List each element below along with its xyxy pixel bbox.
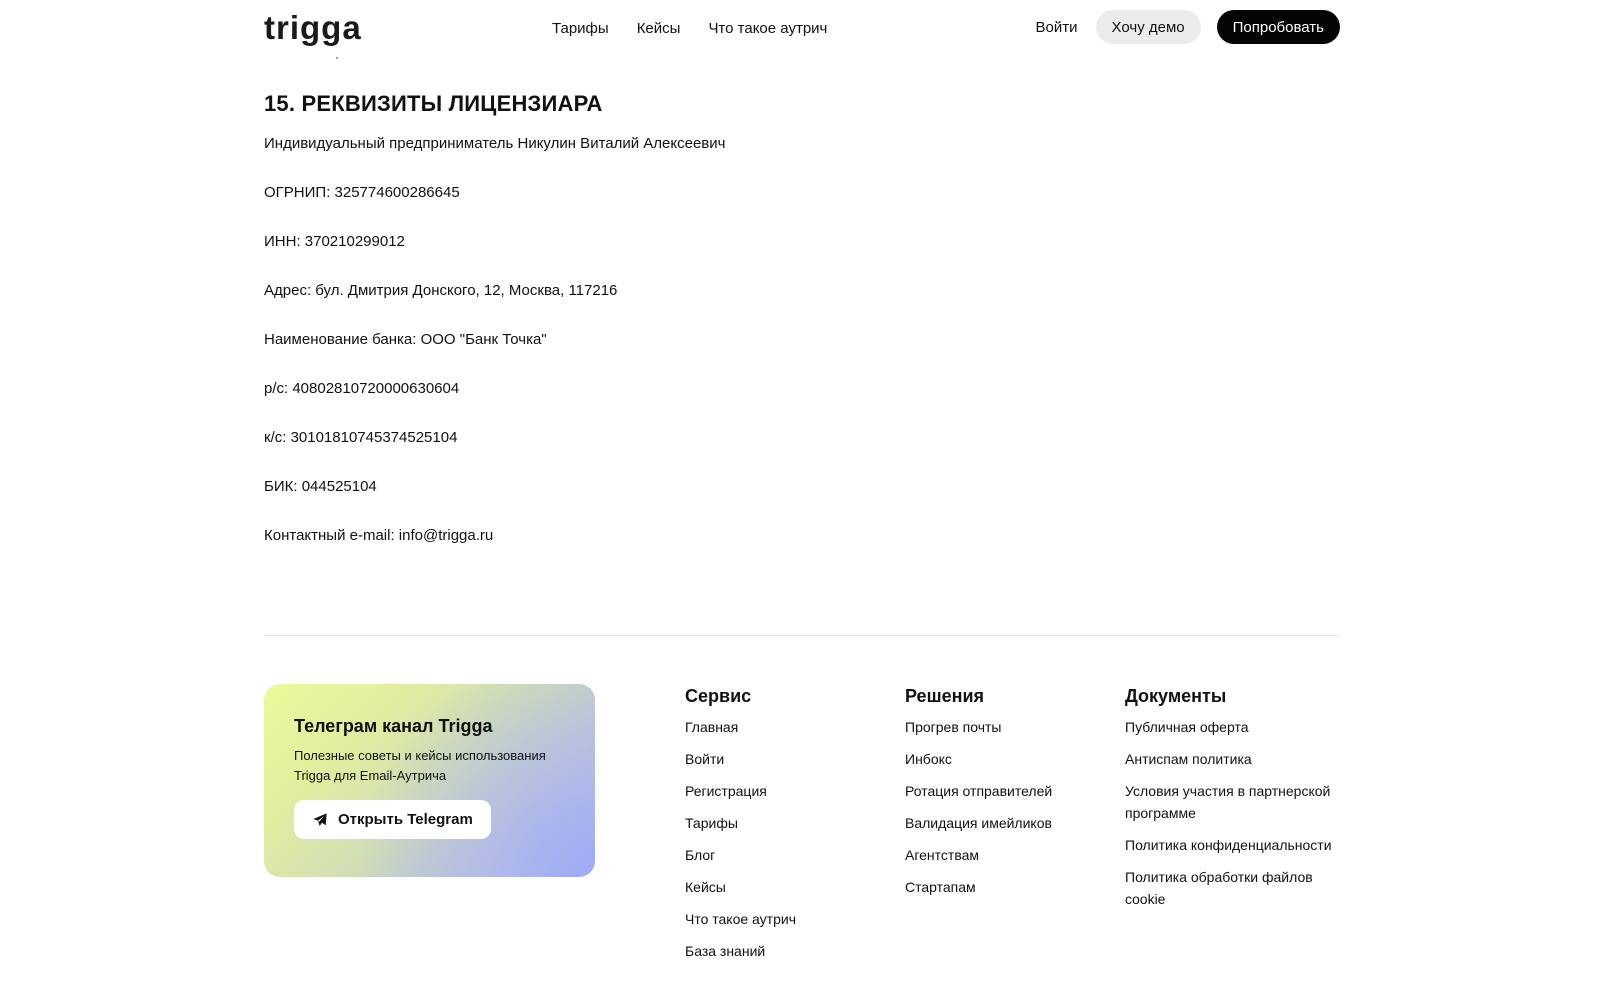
- footer-link-inbox[interactable]: Инбокс: [905, 751, 952, 767]
- requisite-inn: ИНН: 370210299012: [264, 233, 405, 250]
- footer-column-documents: [1125, 684, 1340, 920]
- footer-link-what-is-outreach[interactable]: Что такое аутрич: [685, 911, 796, 927]
- footer-link-cookie-policy[interactable]: Политика обработки файлов cookie: [1125, 869, 1313, 907]
- footer-link-antispam-policy[interactable]: Антиспам политика: [1125, 751, 1252, 767]
- try-button[interactable]: Попробовать: [1217, 10, 1340, 44]
- login-link[interactable]: Войти: [1035, 18, 1078, 36]
- nav-link-cases[interactable]: Кейсы: [636, 20, 681, 37]
- footer-link-email-validation[interactable]: Валидация имейликов: [905, 815, 1052, 831]
- footer-link-home[interactable]: Главная: [685, 719, 739, 735]
- requisite-bank: Наименование банка: ООО "Банк Точка": [264, 331, 547, 348]
- logo[interactable]: trigga: [264, 9, 362, 46]
- requisite-bik: БИК: 044525104: [264, 478, 377, 495]
- footer-link-sender-rotation[interactable]: Ротация отправителей: [905, 783, 1053, 799]
- telegram-plane-icon: [312, 812, 328, 828]
- footer-link-agencies[interactable]: Агентствам: [905, 847, 980, 863]
- main-nav: [552, 18, 827, 40]
- open-telegram-button[interactable]: [294, 800, 491, 839]
- telegram-card: [264, 684, 595, 877]
- telegram-card-title: Телеграм канал Trigga: [294, 716, 493, 736]
- requisite-account: р/с: 40802810720000630604: [264, 380, 460, 397]
- telegram-card-description: Полезные советы и кейсы использования Trigga для Email-Аутрича: [294, 748, 546, 783]
- site-header: [0, 0, 1600, 60]
- footer-link-blog[interactable]: Блог: [685, 847, 716, 863]
- footer-link-register[interactable]: Регистрация: [685, 783, 767, 799]
- request-demo-button[interactable]: Хочу демо: [1096, 10, 1201, 44]
- footer-link-privacy-policy[interactable]: Политика конфиденциальности: [1125, 837, 1332, 853]
- footer-link-warmup[interactable]: Прогрев почты: [905, 719, 1002, 735]
- footer-column-title: Решения: [905, 686, 985, 706]
- requisite-email: Контактный e-mail: info@trigga.ru: [264, 527, 494, 544]
- footer-column-title: Документы: [1125, 686, 1227, 706]
- open-telegram-label: Открыть Telegram: [338, 811, 473, 828]
- footer-link-partner-terms[interactable]: Условия участия в партнерской программе: [1125, 783, 1331, 821]
- footer-column-solutions: [905, 684, 1105, 908]
- footer-link-startups[interactable]: Стартапам: [905, 879, 976, 895]
- requisite-address: Адрес: бул. Дмитрия Донского, 12, Москва, 117216: [264, 282, 618, 299]
- decorative-dot: [336, 57, 338, 59]
- footer-link-pricing[interactable]: Тарифы: [685, 815, 738, 831]
- requisite-owner: Индивидуальный предприниматель Никулин Виталий Алексеевич: [264, 135, 726, 152]
- requisites-list: [264, 134, 1164, 575]
- requisite-ogrnip: ОГРНИП: 325774600286645: [264, 184, 460, 201]
- header-actions: [1036, 10, 1340, 44]
- footer-link-public-offer[interactable]: Публичная оферта: [1125, 719, 1249, 735]
- footer-link-knowledge-base[interactable]: База знаний: [685, 943, 766, 959]
- nav-link-pricing[interactable]: Тарифы: [552, 20, 609, 37]
- footer-divider: [264, 635, 1339, 636]
- section-title: 15. РЕКВИЗИТЫ ЛИЦЕНЗИАРА: [264, 91, 603, 116]
- footer-column-title: Сервис: [685, 686, 752, 706]
- footer-link-cases[interactable]: Кейсы: [685, 879, 726, 895]
- requisites-section: [264, 88, 1164, 575]
- requisite-corr-account: к/с: 30101810745374525104: [264, 429, 458, 446]
- footer-link-login[interactable]: Войти: [685, 751, 725, 767]
- footer-column-service: [685, 684, 885, 972]
- nav-link-what-is-outreach[interactable]: Что такое аутрич: [708, 20, 828, 37]
